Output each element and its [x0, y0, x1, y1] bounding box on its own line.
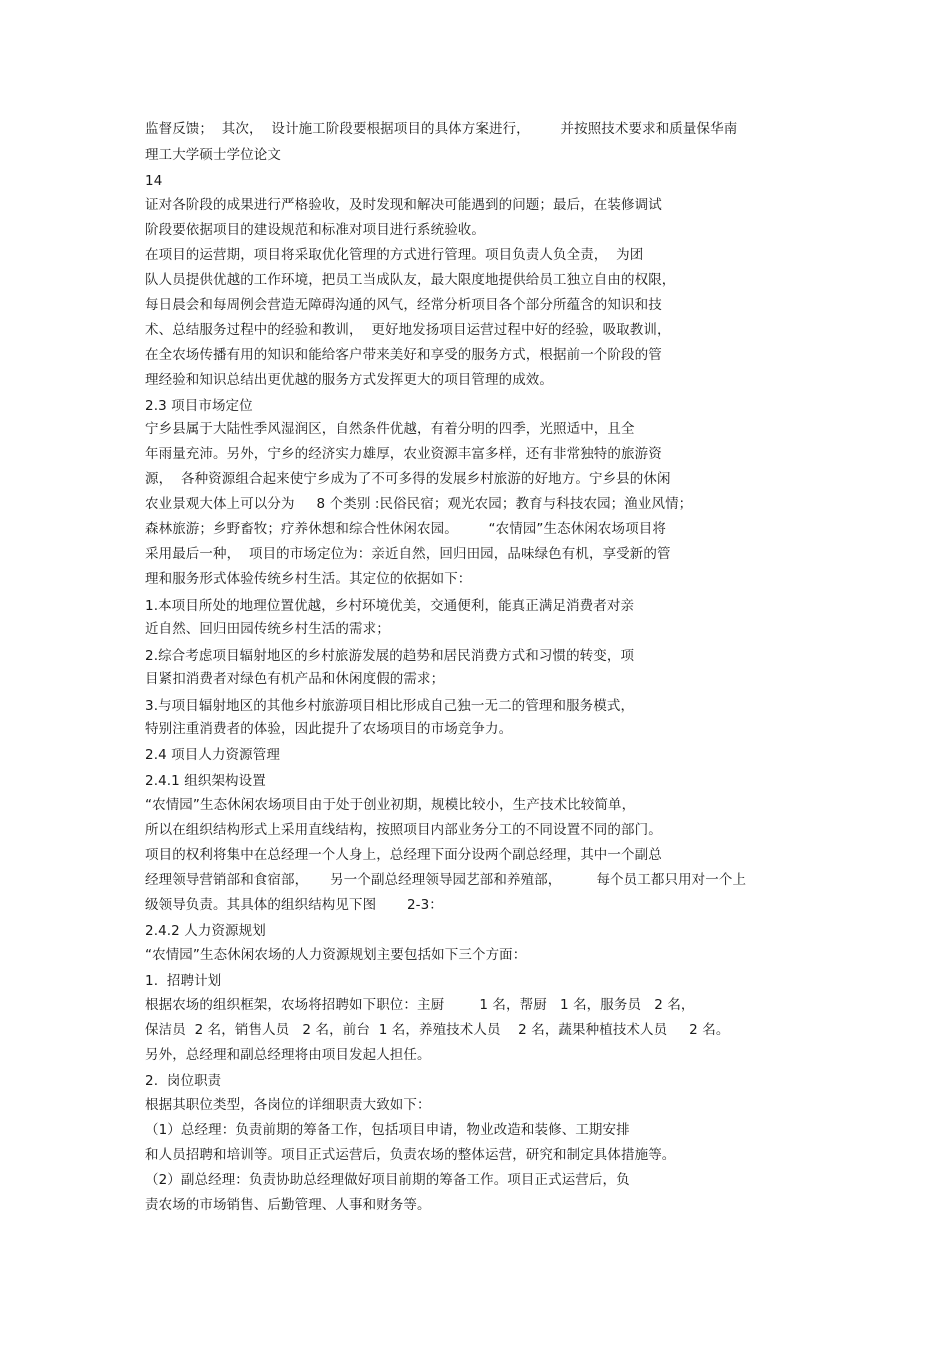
text-line: 每日晨会和每周例会营造无障碍沟通的风气，经常分析项目各个部分所蕴含的知识和技 [145, 297, 662, 313]
text-line: 森林旅游；乡野畜牧；疗养休想和综合性休闲农园。 “农情园”生态休闲农场项目将 [145, 521, 666, 537]
text-line: 另外，总经理和副总经理将由项目发起人担任。 [145, 1047, 431, 1063]
text-line: 在全农场传播有用的知识和能给客户带来美好和享受的服务方式，根据前一个阶段的管 [145, 347, 662, 363]
list-heading: 1. 招聘计划 [145, 973, 222, 989]
list-item: 3.与项目辐射地区的其他乡村旅游项目相比形成自己独一无二的管理和服务模式， [145, 698, 635, 714]
text-line: 项目的权利将集中在总经理一个人身上，总经理下面分设两个副总经理，其中一个副总 [145, 847, 662, 863]
list-heading: 2. 岗位职责 [145, 1073, 222, 1089]
text-line: 证对各阶段的成果进行严格验收，及时发现和解决可能遇到的问题；最后，在装修调试 [145, 197, 662, 213]
text-line: 理工大学硕士学位论文 [145, 147, 281, 163]
section-heading: 2.4 项目人力资源管理 [145, 747, 280, 763]
text-line: 经理领导营销部和食宿部， 另一个副总经理领导园艺部和养殖部， 每个员工都只用对一个上 [145, 872, 747, 888]
text-line: 根据农场的组织框架，农场将招聘如下职位：主厨 1 名，帮厨 1 名，服务员 2 名， [145, 997, 695, 1013]
text-line: 理和服务形式体验传统乡村生活。其定位的依据如下： [145, 571, 472, 587]
text-line: 目紧扣消费者对绿色有机产品和休闲度假的需求； [145, 671, 445, 687]
list-item: 2.综合考虑项目辐射地区的乡村旅游发展的趋势和居民消费方式和习惯的转变，项 [145, 648, 635, 664]
subsection-heading: 2.4.2 人力资源规划 [145, 923, 266, 939]
section-heading: 2.3 项目市场定位 [145, 398, 253, 414]
text-line: 和人员招聘和培训等。项目正式运营后，负责农场的整体运营，研究和制定具体措施等。 [145, 1147, 676, 1163]
list-item: 1.本项目所处的地理位置优越，乡村环境优美，交通便利，能真正满足消费者对亲 [145, 598, 635, 614]
text-line: 特别注重消费者的体验，因此提升了农场项目的市场竞争力。 [145, 721, 513, 737]
text-line: 采用最后一种， 项目的市场定位为：亲近自然，回归田园，品味绿色有机，享受新的管 [145, 546, 671, 562]
text-line: 在项目的运营期，项目将采取优化管理的方式进行管理。项目负责人负全责， 为团 [145, 247, 644, 263]
text-line: 队人员提供优越的工作环境，把员工当成队友，最大限度地提供给员工独立自由的权限， [145, 272, 676, 288]
list-item: （1）总经理：负责前期的筹备工作，包括项目申请，物业改造和装修、工期安排 [145, 1122, 630, 1138]
text-line: 保洁员 2 名，销售人员 2 名，前台 1 名，养殖技术人员 2 名，蔬果种植技术人员 2 名。 [145, 1022, 730, 1038]
page-number: 14 [145, 173, 163, 189]
text-line: 年雨量充沛。另外，宁乡的经济实力雄厚，农业资源丰富多样，还有非常独特的旅游资 [145, 446, 662, 462]
text-line: 所以在组织结构形式上采用直线结构，按照项目内部业务分工的不同设置不同的部门。 [145, 822, 662, 838]
subsection-heading: 2.4.1 组织架构设置 [145, 773, 266, 789]
text-line: 监督反馈； 其次， 设计施工阶段要根据项目的具体方案进行， 并按照技术要求和质量保华南 [145, 121, 738, 137]
text-line: 责农场的市场销售、后勤管理、人事和财务等。 [145, 1197, 431, 1213]
text-line: 级领导负责。其具体的组织结构见下图 2-3： [145, 897, 443, 913]
text-line: 农业景观大体上可以分为 8 个类别 :民俗民宿；观光农园；教育与科技农园；渔业风情； [145, 496, 693, 512]
text-line: 理经验和知识总结出更优越的服务方式发挥更大的项目管理的成效。 [145, 372, 553, 388]
text-line: 阶段要依据项目的建设规范和标准对项目进行系统验收。 [145, 222, 485, 238]
text-line: “农情园”生态休闲农场项目由于处于创业初期，规模比较小，生产技术比较简单， [145, 797, 636, 813]
text-line: 源， 各种资源组合起来使宁乡成为了不可多得的发展乡村旅游的好地方。宁乡县的休闲 [145, 471, 671, 487]
text-line: “农情园”生态休闲农场的人力资源规划主要包括如下三个方面： [145, 947, 527, 963]
text-line: 宁乡县属于大陆性季风湿润区，自然条件优越，有着分明的四季，光照适中，且全 [145, 421, 635, 437]
list-item: （2）副总经理：负责协助总经理做好项目前期的筹备工作。项目正式运营后，负 [145, 1172, 630, 1188]
text-line: 近自然、回归田园传统乡村生活的需求； [145, 621, 390, 637]
text-line: 术、总结服务过程中的经验和教训， 更好地发扬项目运营过程中好的经验，吸取教训， [145, 322, 671, 338]
text-line: 根据其职位类型，各岗位的详细职责大致如下： [145, 1097, 431, 1113]
